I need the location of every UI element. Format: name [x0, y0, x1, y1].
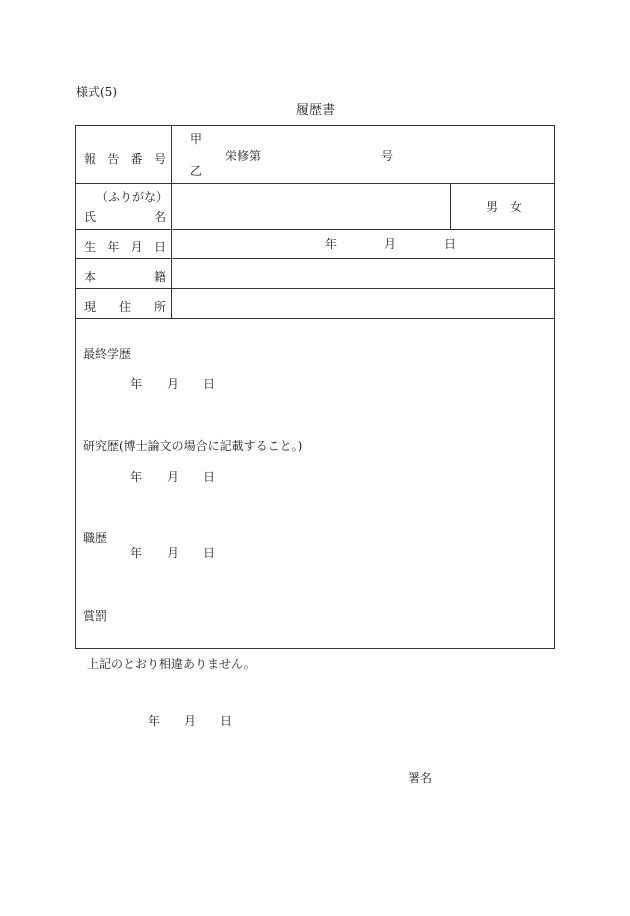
eishu-prefix: 栄修第: [225, 149, 262, 163]
form-number-label: 様式(5): [76, 85, 117, 99]
address-field[interactable]: [176, 292, 546, 314]
resume-table: [75, 125, 555, 649]
confirmation-statement: 上記のとおり相違ありません。: [87, 657, 256, 671]
gou-suffix: 号: [381, 149, 394, 163]
name-field[interactable]: [176, 186, 446, 226]
birthdate-label: 生 年 月 日: [84, 240, 166, 254]
signature-label: 署名: [408, 771, 433, 785]
sign-day-unit: 日: [220, 714, 233, 728]
education-day-unit: 日: [203, 377, 216, 391]
row-divider: [76, 183, 554, 184]
page-title: 履歴書: [296, 103, 336, 118]
education-heading: 最終学歴: [83, 347, 132, 361]
row-divider: [76, 258, 554, 259]
kou-option[interactable]: 甲: [190, 132, 203, 146]
report-number-label: 報 告 番 号: [84, 152, 166, 166]
sign-date-field[interactable]: [100, 709, 145, 731]
birth-year-unit: 年: [325, 237, 338, 251]
research-day-unit: 日: [203, 470, 216, 484]
row-divider: [76, 318, 554, 319]
career-day-unit: 日: [203, 546, 216, 560]
birth-day-unit: 日: [444, 237, 457, 251]
otsu-option[interactable]: 乙: [190, 164, 203, 178]
signature-field[interactable]: [440, 766, 590, 790]
report-number-field[interactable]: [266, 144, 376, 168]
furigana-label: （ふりがな）: [96, 190, 169, 204]
sign-month-unit: 月: [184, 714, 197, 728]
career-heading: 職歴: [83, 531, 108, 545]
label-column-divider: [171, 126, 172, 318]
research-heading: 研究歴(博士論文の場合に記載すること。): [83, 439, 303, 453]
awards-field[interactable]: [126, 604, 546, 626]
education-month-unit: 月: [167, 377, 180, 391]
name-label: 氏 名: [84, 210, 166, 224]
birth-year-field[interactable]: [176, 232, 316, 254]
sign-year-unit: 年: [148, 714, 161, 728]
row-divider: [76, 288, 554, 289]
address-label: 現 住 所: [84, 300, 166, 314]
awards-heading: 賞罰: [83, 609, 108, 623]
gender-column-divider: [450, 183, 451, 229]
education-year-unit: 年: [130, 377, 143, 391]
research-month-unit: 月: [167, 470, 180, 484]
education-field[interactable]: [226, 372, 546, 394]
gender-select[interactable]: 男 女: [486, 200, 523, 214]
research-field[interactable]: [226, 465, 546, 487]
career-year-unit: 年: [130, 546, 143, 560]
row-divider: [76, 229, 554, 230]
honseki-label: 本 籍: [84, 270, 166, 284]
career-field[interactable]: [226, 541, 546, 563]
research-year-unit: 年: [130, 470, 143, 484]
honseki-field[interactable]: [176, 262, 546, 284]
birth-month-unit: 月: [384, 237, 397, 251]
career-month-unit: 月: [167, 546, 180, 560]
